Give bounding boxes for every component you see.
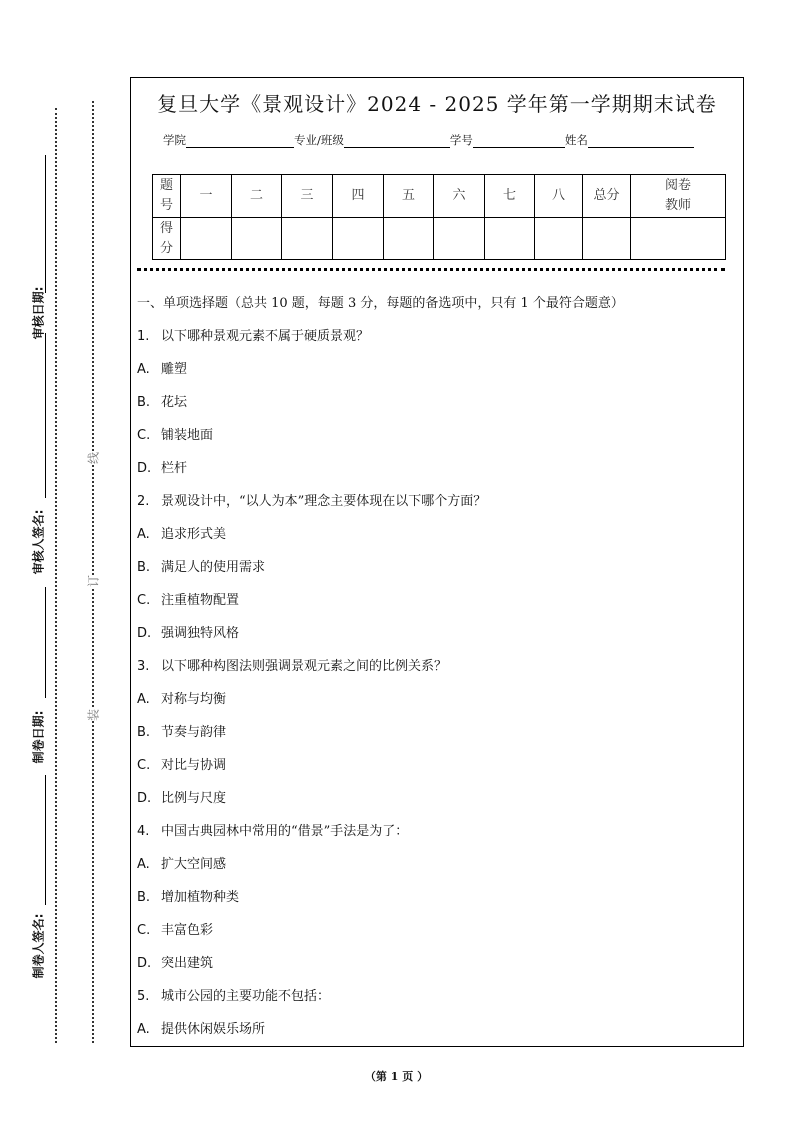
signature-line [45,155,46,293]
section-title: 一、单项选择题（总共 10 题，每题 3 分，每题的备选项中，只有 1 个最符合题意） [137,296,624,311]
option[interactable]: C. 注重植物配置 [137,593,240,608]
option[interactable]: A. 追求形式美 [137,527,227,542]
student-id-label: 学号 [449,133,473,147]
option[interactable]: B. 满足人的使用需求 [137,560,266,575]
option[interactable]: C. 铺装地面 [137,428,214,443]
score-cell[interactable] [485,218,535,260]
score-table-score-row [153,218,726,260]
option[interactable]: D. 栏杆 [137,461,188,476]
option[interactable]: A. 扩大空间感 [137,857,227,872]
bind-char-ding: 订 [84,575,103,587]
major-class-field[interactable] [344,135,450,148]
col-header-total: 总分 [583,175,631,218]
col-header: 八 [535,175,583,218]
question: 5. 城市公园的主要功能不包括： [137,989,331,1004]
college-field[interactable] [186,135,294,148]
option[interactable]: B. 增加植物种类 [137,890,240,905]
question: 1. 以下哪种景观元素不属于硬质景观？ [137,329,370,344]
score-cell[interactable] [232,218,282,260]
col-header: 五 [384,175,434,218]
score-cell[interactable] [434,218,485,260]
signature-line [45,587,46,698]
score-cell[interactable] [535,218,583,260]
score-cell[interactable] [384,218,434,260]
score-cell[interactable] [333,218,384,260]
col-header: 二 [232,175,282,218]
option[interactable]: B. 节奏与韵律 [137,725,227,740]
col-header: 三 [282,175,333,218]
dotted-separator [137,268,725,271]
question: 3. 以下哪种构图法则强调景观元素之间的比例关系？ [137,659,448,674]
bind-char-zhuang: 装 [84,709,103,721]
binding-dotted-line-outer [55,108,57,1043]
student-id-field[interactable] [473,135,565,148]
grader-cell[interactable] [631,218,726,260]
grader-header: 阅卷 教师 [631,175,726,218]
question: 4. 中国古典园林中常用的“借景”手法是为了： [137,824,409,839]
score-table [152,174,726,260]
option[interactable]: D. 比例与尺度 [137,791,227,806]
signature-line [45,775,46,905]
score-cell[interactable] [282,218,333,260]
exam-frame [130,77,744,1047]
signature-line [45,333,46,498]
option[interactable]: A. 对称与均衡 [137,692,227,707]
col-header: 四 [333,175,384,218]
option[interactable]: A. 雕塑 [137,362,188,377]
option[interactable]: D. 强调独特风格 [137,626,240,641]
major-class-label: 专业/班级 [294,133,344,147]
score-cell[interactable] [181,218,232,260]
college-label: 学院 [163,133,186,147]
question: 2. 景观设计中，“以人为本”理念主要体现在以下哪个方面？ [137,494,487,509]
option[interactable]: B. 花坛 [137,395,188,410]
exam-title: 复旦大学《景观设计》2024 - 2025 学年第一学期期末试卷 [157,92,717,116]
name-field[interactable] [588,135,694,148]
compile-date-label: 制卷日期: [31,710,46,764]
col-header: 一 [181,175,232,218]
score-table-header-row [153,175,726,218]
option[interactable]: C. 丰富色彩 [137,923,214,938]
option[interactable]: D. 突出建筑 [137,956,214,971]
page-number: （第 1 页 ） [364,1070,429,1083]
compiler-signature-label: 制卷人签名: [31,913,46,979]
bind-char-xian: 线 [84,452,103,464]
score-header: 得 分 [153,218,181,260]
name-label: 姓名 [564,133,588,147]
option[interactable]: C. 对比与协调 [137,758,227,773]
score-cell-total[interactable] [583,218,631,260]
review-date-label: 审核日期: [31,286,46,340]
col-header: 七 [485,175,535,218]
question-number-header: 题 号 [153,175,181,218]
option[interactable]: A. 提供休闲娱乐场所 [137,1022,266,1037]
col-header: 六 [434,175,485,218]
binding-dotted-line-inner [92,101,94,1043]
reviewer-signature-label: 审核人签名: [31,509,46,575]
student-info-row [163,132,694,148]
